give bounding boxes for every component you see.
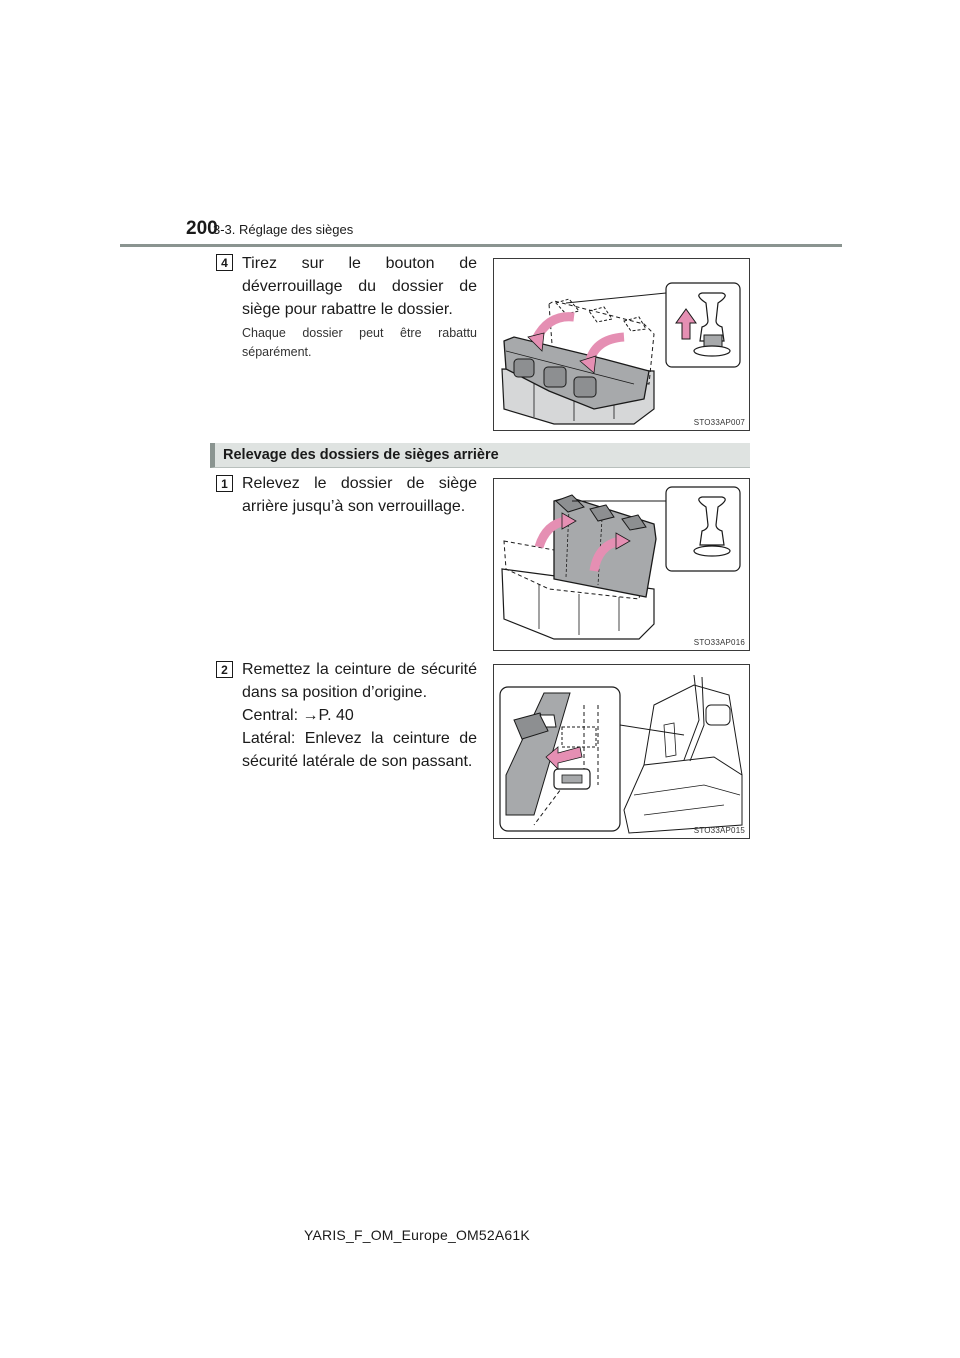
section-heading: Relevage des dossiers de sièges arrière — [210, 443, 750, 468]
step-2-central: Central: →P. 40 — [242, 707, 354, 724]
section-label: 3-3. Réglage des sièges — [213, 222, 354, 237]
step-badge-1: 1 — [216, 475, 233, 492]
step-2-lateral: Latéral: Enlevez la ceinture de sécurité latérale de son passant. — [242, 730, 477, 770]
seatbelt-illustration — [494, 665, 749, 838]
step-2-text: Remettez la ceinture de sécurité dans sa position d’origine. — [242, 661, 477, 701]
step-badge-2: 2 — [216, 661, 233, 678]
footer-document-code: YARIS_F_OM_Europe_OM52A61K — [304, 1227, 530, 1243]
fold-seatback-illustration — [494, 259, 749, 430]
step-badge-4: 4 — [216, 254, 233, 271]
figure-code: STO33AP015 — [693, 826, 745, 835]
step-1-text: Relevez le dossier de siège arrière jusqu’à son verrouillage. — [242, 475, 477, 515]
figure-seatbelt — [493, 664, 750, 839]
step-4-text: Tirez sur le bouton de déverrouillage du dossier de siège pour rabattre le dossier. — [242, 255, 477, 318]
figure-fold-seatback — [493, 258, 750, 431]
step-1-instruction — [242, 472, 477, 518]
page-number: 200 — [186, 218, 218, 239]
raise-seatback-illustration — [494, 479, 749, 650]
step-2-instruction — [242, 658, 477, 773]
figure-code: STO33AP016 — [693, 638, 745, 647]
figure-raise-seatback — [493, 478, 750, 651]
step-4-note: Chaque dossier peut être rabattu séparément. — [242, 326, 477, 359]
step-4-instruction — [242, 252, 477, 321]
header-rule — [120, 244, 842, 247]
figure-code: STO33AP007 — [693, 418, 745, 427]
